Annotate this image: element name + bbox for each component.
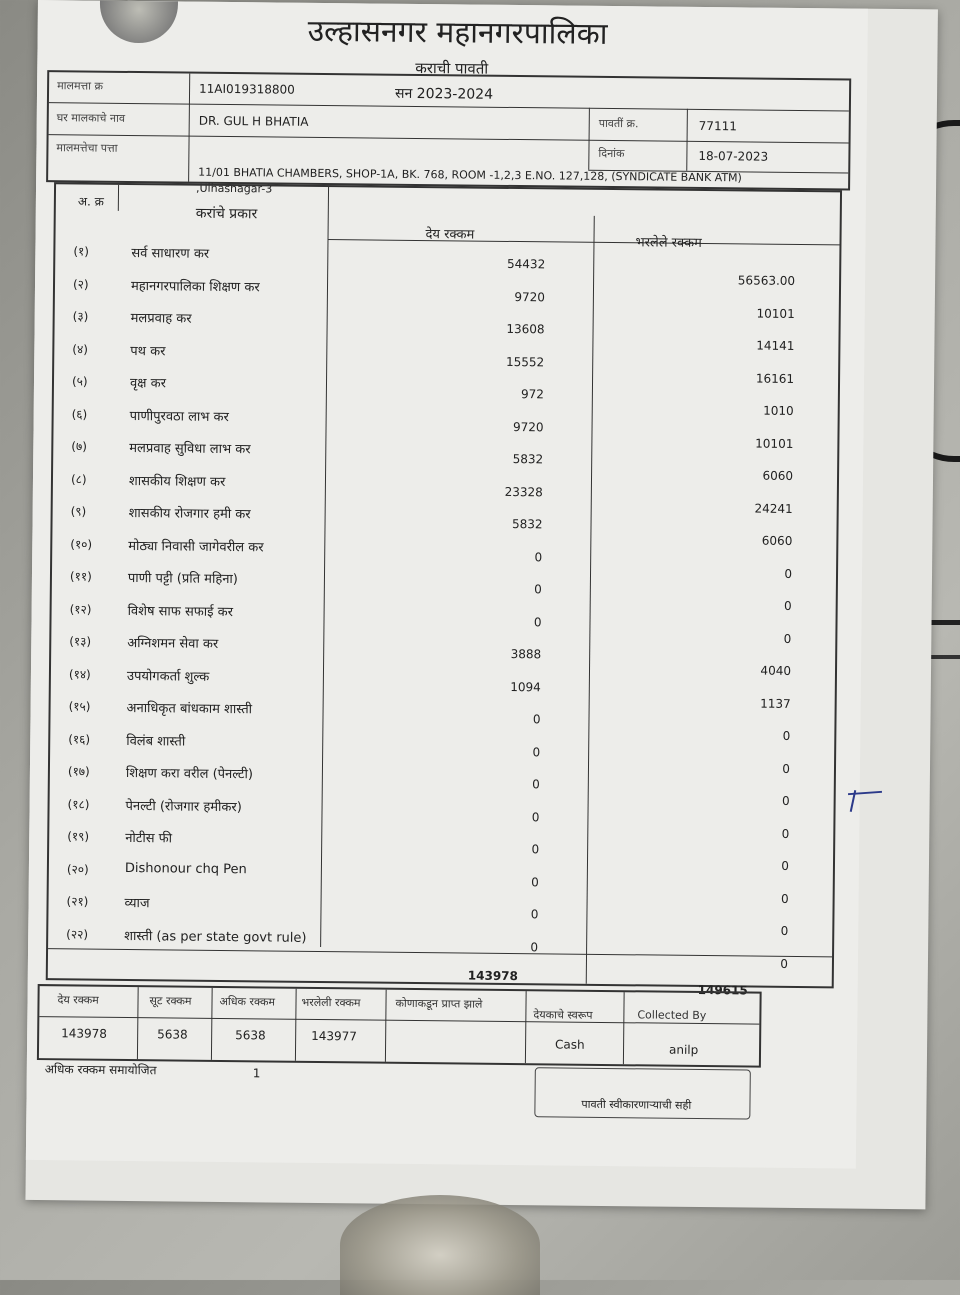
row-number: (२१) bbox=[66, 894, 89, 909]
property-no-label: मालमत्ता क्र bbox=[57, 79, 104, 93]
due-amount: 23328 bbox=[504, 484, 543, 499]
tax-type: शासकीय शिक्षण कर bbox=[128, 473, 226, 490]
paid-amount: 0 bbox=[783, 598, 792, 613]
divider bbox=[137, 987, 139, 1059]
due-amount: 0 bbox=[534, 582, 542, 597]
owner-name: DR. GUL H BHATIA bbox=[198, 113, 309, 129]
receipt-year: सन 2023-2024 bbox=[394, 85, 494, 103]
receipt-no-label: पावतीं क्र. bbox=[598, 116, 639, 131]
row-number: (१९) bbox=[67, 829, 90, 844]
due-amount: 13608 bbox=[506, 321, 545, 337]
paid-amount: 0 bbox=[781, 826, 790, 841]
v-collected: anilp bbox=[668, 1042, 699, 1057]
tax-type: वृक्ष कर bbox=[129, 375, 167, 392]
receipt-no: 77111 bbox=[698, 118, 737, 134]
row-number: (५) bbox=[71, 374, 88, 389]
paid-amount: 10101 bbox=[755, 436, 794, 451]
row-number: (१) bbox=[73, 244, 90, 259]
adjusted-amount-value: 1 bbox=[252, 1066, 261, 1081]
row-number: (११) bbox=[69, 569, 92, 584]
signature-box bbox=[534, 1067, 751, 1119]
tax-type: शिक्षण करा वरील (पेनल्टी) bbox=[125, 765, 254, 783]
address-label: मालमत्तेचा पत्ता bbox=[56, 141, 118, 155]
due-amount: 0 bbox=[532, 777, 540, 792]
divider bbox=[525, 991, 527, 1063]
divider bbox=[588, 108, 590, 170]
col-paid-header: भरलेले रक्कम bbox=[635, 235, 702, 251]
due-amount: 0 bbox=[533, 614, 542, 629]
row-number: (९) bbox=[70, 504, 87, 519]
adjusted-amount-label: अधिक रक्कम समायोजित bbox=[44, 1062, 157, 1078]
row-number: (२२) bbox=[66, 926, 89, 942]
tax-type: अनाधिकृत बांधकाम शास्ती bbox=[126, 700, 253, 718]
paid-amount: 10101 bbox=[756, 306, 795, 321]
tax-type: पेनल्टी (रोजगार हमीकर) bbox=[125, 798, 242, 815]
tax-type: मलप्रवाह कर bbox=[130, 310, 192, 327]
h-extra: अधिक रक्कम bbox=[219, 994, 276, 1009]
table-row bbox=[48, 919, 832, 971]
h-due: देय रक्कम bbox=[57, 993, 99, 1007]
paid-amount: 6060 bbox=[761, 533, 793, 548]
receipt-date: 18-07-2023 bbox=[698, 148, 769, 164]
due-amount: 972 bbox=[520, 387, 544, 402]
tax-type: सर्व साधारण कर bbox=[131, 245, 210, 262]
owner-label: घर मालकाचे नाव bbox=[56, 111, 126, 125]
property-info-block bbox=[46, 70, 851, 190]
date-label: दिनांक bbox=[598, 146, 625, 161]
paid-amount: 0 bbox=[782, 761, 791, 776]
tax-type: पथ कर bbox=[130, 343, 166, 359]
h-paid: भरलेली रक्कम bbox=[301, 995, 361, 1010]
paid-amount: 6060 bbox=[762, 468, 794, 483]
row-number: (१०) bbox=[70, 536, 93, 552]
divider bbox=[295, 989, 297, 1061]
property-no: 11AI019318800 bbox=[199, 81, 295, 97]
tax-type: शासकीय रोजगार हमी कर bbox=[128, 505, 251, 523]
due-amount: 0 bbox=[531, 874, 539, 889]
h-mode: देयकाचे स्वरूप bbox=[533, 1008, 593, 1022]
divider bbox=[188, 74, 190, 182]
due-amount: 0 bbox=[530, 939, 539, 954]
row-number: (४) bbox=[72, 341, 89, 357]
tax-type: विशेष साफ सफाई कर bbox=[127, 603, 234, 620]
row-number: (२०) bbox=[66, 861, 89, 877]
tax-type: अग्निशमन सेवा कर bbox=[127, 635, 219, 652]
row-number: (३) bbox=[72, 309, 89, 324]
col-due-header: देय रक्कम bbox=[425, 227, 475, 243]
due-amount: 54432 bbox=[507, 256, 546, 272]
total-due: 143978 bbox=[467, 968, 518, 984]
v-due: 143978 bbox=[61, 1026, 108, 1041]
col-type-header: करांचे प्रकार bbox=[195, 205, 258, 223]
paid-amount: 0 bbox=[780, 956, 789, 971]
col-no-header: अ. क्र bbox=[77, 194, 104, 209]
address-line-1: 11/01 BHATIA CHAMBERS, SHOP-1A, BK. 768, ROOM -1,2,3 E.NO. 127,128, (SYNDICATE BANK ATM) bbox=[198, 165, 742, 185]
due-amount: 3888 bbox=[510, 646, 542, 662]
due-amount: 9720 bbox=[512, 419, 544, 434]
due-amount: 0 bbox=[530, 907, 539, 922]
total-paid: 149615 bbox=[697, 982, 748, 998]
due-amount: 15552 bbox=[505, 354, 545, 369]
tax-type: पाणीपुरवठा लाभ कर bbox=[129, 408, 229, 425]
receipt-subtitle: कराची पावती bbox=[415, 58, 489, 78]
due-amount: 1094 bbox=[510, 679, 541, 694]
address-line-2: ,Ulhasnagar-3 bbox=[195, 181, 273, 196]
due-amount: 0 bbox=[531, 842, 540, 857]
divider bbox=[118, 185, 119, 211]
divider bbox=[211, 988, 213, 1060]
glass-bottle bbox=[340, 1195, 540, 1295]
v-extra: 5638 bbox=[235, 1028, 266, 1043]
tax-type: विलंब शास्ती bbox=[126, 733, 186, 750]
row-number: (१३) bbox=[69, 634, 92, 649]
tax-type: पाणी पट्टी (प्रति महिना) bbox=[127, 570, 238, 588]
due-amount: 5832 bbox=[512, 451, 544, 467]
tax-type: मोठ्या निवासी जागेवरील कर bbox=[128, 538, 264, 555]
due-amount: 9720 bbox=[514, 289, 545, 304]
row-number: (१७) bbox=[67, 764, 90, 779]
paid-amount: 0 bbox=[780, 891, 789, 906]
paid-amount: 0 bbox=[780, 923, 789, 938]
due-amount: 5832 bbox=[511, 516, 543, 532]
tax-table bbox=[46, 182, 842, 998]
v-paid: 143977 bbox=[311, 1028, 358, 1044]
payment-summary-table bbox=[37, 984, 762, 1068]
due-amount: 0 bbox=[531, 809, 540, 824]
tax-type: मलप्रवाह सुविधा लाभ कर bbox=[129, 440, 251, 458]
divider bbox=[49, 102, 849, 111]
paid-amount: 14141 bbox=[756, 338, 795, 353]
h-collected: Collected By bbox=[637, 1008, 707, 1023]
h-received-from: कोणाकडून प्राप्त झाले bbox=[395, 996, 483, 1011]
row-number: (१६) bbox=[68, 731, 91, 747]
row-number: (१८) bbox=[67, 796, 90, 812]
receipt-title: उल्हासनगर महानगरपालिका bbox=[307, 13, 608, 52]
due-amount: 0 bbox=[532, 712, 541, 727]
paid-amount: 0 bbox=[784, 566, 793, 581]
paid-amount: 24241 bbox=[754, 501, 793, 516]
row-number: (२) bbox=[72, 276, 89, 292]
signature-label: पावती स्वीकारणाऱ्याची सही bbox=[581, 1097, 692, 1112]
paid-amount: 0 bbox=[781, 793, 790, 808]
tax-type: नोटीस फी bbox=[125, 830, 173, 847]
paid-amount: 16161 bbox=[755, 371, 795, 386]
paid-amount: 0 bbox=[783, 631, 792, 646]
v-discount: 5638 bbox=[157, 1027, 188, 1042]
row-number: (१२) bbox=[69, 601, 92, 617]
divider bbox=[385, 990, 387, 1062]
row-number: (६) bbox=[71, 406, 88, 422]
v-mode: Cash bbox=[555, 1037, 585, 1052]
paid-amount: 4040 bbox=[760, 663, 792, 678]
row-number: (८) bbox=[70, 471, 87, 487]
tax-type: Dishonour chq Pen bbox=[124, 860, 247, 877]
row-number: (७) bbox=[71, 439, 88, 454]
due-amount: 0 bbox=[532, 744, 541, 759]
tax-type: उपयोगकर्ता शुल्क bbox=[126, 668, 210, 685]
row-number: (१५) bbox=[68, 699, 91, 714]
paid-amount: 1137 bbox=[760, 696, 791, 711]
paid-amount: 0 bbox=[781, 858, 790, 873]
paid-amount: 1010 bbox=[763, 403, 794, 418]
divider bbox=[49, 134, 849, 143]
tax-type: व्याज bbox=[124, 895, 150, 912]
tax-type: महानगरपालिका शिक्षण कर bbox=[130, 278, 260, 295]
tax-type: शास्ती (as per state govt rule) bbox=[124, 928, 307, 946]
paid-amount: 56563.00 bbox=[737, 273, 796, 288]
paid-amount: 0 bbox=[782, 728, 791, 743]
divider bbox=[623, 992, 625, 1064]
divider bbox=[686, 109, 688, 171]
tax-receipt bbox=[25, 0, 938, 1209]
row-number: (१४) bbox=[68, 666, 91, 682]
h-discount: सूट रक्कम bbox=[149, 994, 192, 1008]
due-amount: 0 bbox=[534, 549, 543, 564]
